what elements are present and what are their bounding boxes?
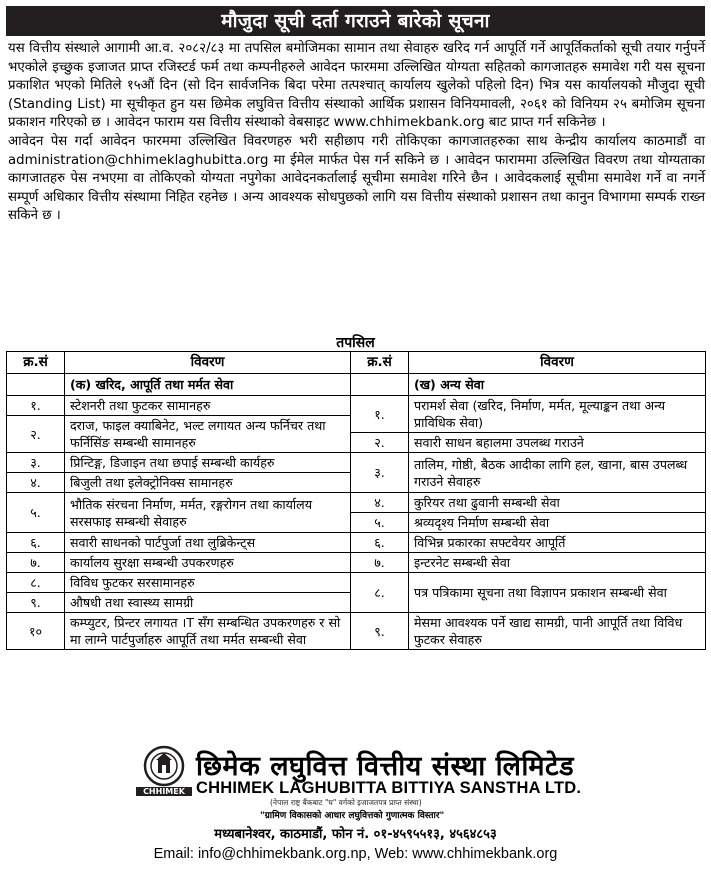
left-sn: ५. — [7, 493, 65, 533]
right-item: सवारी साधन बहालमा उपलब्ध गराउने — [409, 433, 706, 453]
notice-paragraph-1: यस वित्तीय संस्थाले आगामी आ.व. २०८२/८३ मा तपसिल बमोजिमका सामान तथा सेवाहरु खरिद गर्न आपूर्ति गर्ने आपूर्तिकर्ताको सूची तयार गर्नुपर्ने भएकोले इच्छुक इजाजत प्राप्त रजिस्टर्ड फर्म तथा कम्पनीहरुले आवेदन फारममा उल्लिखित योग्यता सहितको कागजातहरु समावेश गरी यस सूचना प्रकाशित भएको मितिले १५औं दिन (सो दिन सार्वजनिक बिदा परेमा तत्पश्चात् कार्यालय खुलेको पहिलो दिन) भित्र यस कार्यालयको मौजुदा सूची (Standing List) मा सूचीकृत हुन यस छिमेक लघुवित्त वित्तीय संस्थाको आर्थिक प्रशासन विनियमावली, २०६१ को विनियम २५ बमोजिम सूचना प्रकाशन गरिएको छ । आवेदन फाराम यस वित्तीय संस्थाको वेबसाइट www.chhimekbank.org बाट प्राप्त गर्न सकिनेछ । — [8, 41, 705, 131]
left-item: विविध फुटकर सरसामानहरु — [65, 573, 351, 593]
notice-title: मौजुदा सूची दर्ता गराउने बारेको सूचना — [6, 6, 705, 36]
services-table — [6, 351, 706, 650]
left-item: औषधी तथा स्वास्थ्य सामग्री — [65, 593, 351, 613]
group-row — [7, 374, 706, 396]
org-name-nepali: छिमेक लघुवित्त वित्तीय संस्था लिमिटेड — [196, 751, 575, 782]
table-row — [7, 573, 706, 593]
org-tagline: "ग्रामिण विकासको आधार लघुवित्तको गुणात्मक विस्तार" — [260, 811, 445, 821]
table-row — [7, 613, 706, 650]
table-row — [7, 493, 706, 513]
left-item: प्रिन्टिङ्ग, डिजाइन तथा छपाई सम्बन्धी कार्यहरु — [65, 453, 351, 473]
left-item: भौतिक संरचना निर्माण, मर्मत, रङ्गरोगन तथा कार्यालय सरसफाइ सम्बन्धी सेवाहरु — [65, 493, 351, 533]
left-sn: ४. — [7, 473, 65, 493]
right-sn: १. — [351, 396, 409, 433]
right-sn: ५. — [351, 513, 409, 533]
left-item: दराज, फाइल क्याबिनेट, भल्ट लगायत अन्य फर्निचर तथा फर्निसिंङ सम्बन्धी सामानहरु — [65, 416, 351, 453]
address-phone: मध्यबानेश्वर, काठमाडौं, फोन नं. ०१-४५९५५१३, ४५६४८५३ — [214, 827, 497, 842]
table-row — [7, 533, 706, 553]
desc-header: विवरण — [409, 352, 706, 374]
right-item: तालिम, गोष्ठी, बैठक आदीका लागि हल, खाना, बास उपलब्ध गराउने सेवाहरु — [409, 453, 706, 493]
table-row — [7, 553, 706, 573]
group-label-purchase: (क) खरिद, आपूर्ति तथा मर्मत सेवा — [65, 374, 351, 396]
left-sn: २. — [7, 416, 65, 453]
right-sn: २. — [351, 433, 409, 453]
right-sn: ४. — [351, 493, 409, 513]
registration-note: (नेपाल राष्ट्र बैंकबाट "घ" वर्गको इजाजतपत्र प्राप्त संस्था) — [270, 798, 422, 807]
sn-header: क्र.सं — [7, 352, 65, 374]
right-item: इन्टरनेट सम्बन्धी सेवा — [409, 553, 706, 573]
left-item: स्टेशनरी तथा फुटकर सामानहरु — [65, 396, 351, 416]
left-sn: ८. — [7, 573, 65, 593]
group-label-other: (ख) अन्य सेवा — [409, 374, 706, 396]
right-sn: ६. — [351, 533, 409, 553]
logo-caption: CHHIMEK — [136, 787, 192, 796]
left-sn: १. — [7, 396, 65, 416]
right-item: कुरियर तथा ढुवानी सम्बन्धी सेवा — [409, 493, 706, 513]
right-item: श्रव्यदृश्य निर्माण सम्बन्धी सेवा — [409, 513, 706, 533]
left-item: सवारी साधनको पार्टपुर्जा तथा लुब्रिकेन्ट्स — [65, 533, 351, 553]
left-sn: ३. — [7, 453, 65, 473]
right-sn: ७. — [351, 553, 409, 573]
right-item: पत्र पत्रिकामा सूचना तथा विज्ञापन प्रकाशन सम्बन्धी सेवा — [409, 573, 706, 613]
notice-paragraph-2: आवेदन पेस गर्दा आवेदन फारममा उल्लिखित विवरणहरु भरी सहीछाप गरी तोकिएका कागजातहरुका साथ केन्द्रीय कार्यालय काठमाडौं वा administration@chhimeklaghubitta.org मा ईमेल मार्फत पेस गर्न सकिने छ । आवेदन फाराममा उल्लिखित विवरण तथा योग्यताका कागजातहरु पेस नभएमा वा तोकिएको योग्यता नपुगेका आवेदनकर्तालाई सूचीमा समावेश गरिने छैन । आवेदकलाई सूचीमा समावेश गर्ने वा नगर्ने सम्पूर्ण अधिकार वित्तीय संस्थामा निहित रहनेछ । अन्य आवश्यक सोधपुछको लागि यस वित्तीय संस्थाको प्रशासन तथा कानुन विभागमा सम्पर्क राख्न सकिने छ । — [8, 133, 705, 224]
table-row — [7, 396, 706, 416]
left-sn: १० — [7, 613, 65, 650]
left-item: कम्प्युटर, प्रिन्टर लगायत ।T सँग सम्बन्धित उपकरणहरु र सो मा लाग्ने पार्टपुर्जाहरु आपूर्ति तथा मर्मत सम्बन्धी सेवा — [65, 613, 351, 650]
desc-header: विवरण — [65, 352, 351, 374]
notice-body — [8, 40, 705, 226]
right-item: परामर्श सेवा (खरिद, निर्माण, मर्मत, मूल्याङ्कन तथा अन्य प्राविधिक सेवा) — [409, 396, 706, 433]
schedule-label: तपसिल — [336, 335, 375, 351]
right-sn: ९. — [351, 613, 409, 650]
left-sn: ७. — [7, 553, 65, 573]
sn-header: क्र.सं — [351, 352, 409, 374]
right-item: विभिन्न प्रकारका सफ्टवेयर आपूर्ति — [409, 533, 706, 553]
left-sn: ९. — [7, 593, 65, 613]
org-name-english: CHHIMEK LAGHUBITTA BITTIYA SANSTHA LTD. — [196, 779, 582, 797]
left-item: कार्यालय सुरक्षा सम्बन्धी उपकरणहरु — [65, 553, 351, 573]
company-logo-icon — [143, 745, 185, 787]
left-sn: ६. — [7, 533, 65, 553]
table-header-row — [7, 352, 706, 374]
left-item: बिजुली तथा इलेक्ट्रोनिक्स सामानहरु — [65, 473, 351, 493]
right-item: मेसमा आवश्यक पर्ने खाद्य सामग्री, पानी आपूर्ति तथा विविध फुटकर सेवाहरु — [409, 613, 706, 650]
table-row — [7, 453, 706, 473]
right-sn: ८. — [351, 573, 409, 613]
right-sn: ३. — [351, 453, 409, 493]
email-web-contact: Email: info@chhimekbank.org.np, Web: www.chhimekbank.org — [153, 846, 558, 862]
